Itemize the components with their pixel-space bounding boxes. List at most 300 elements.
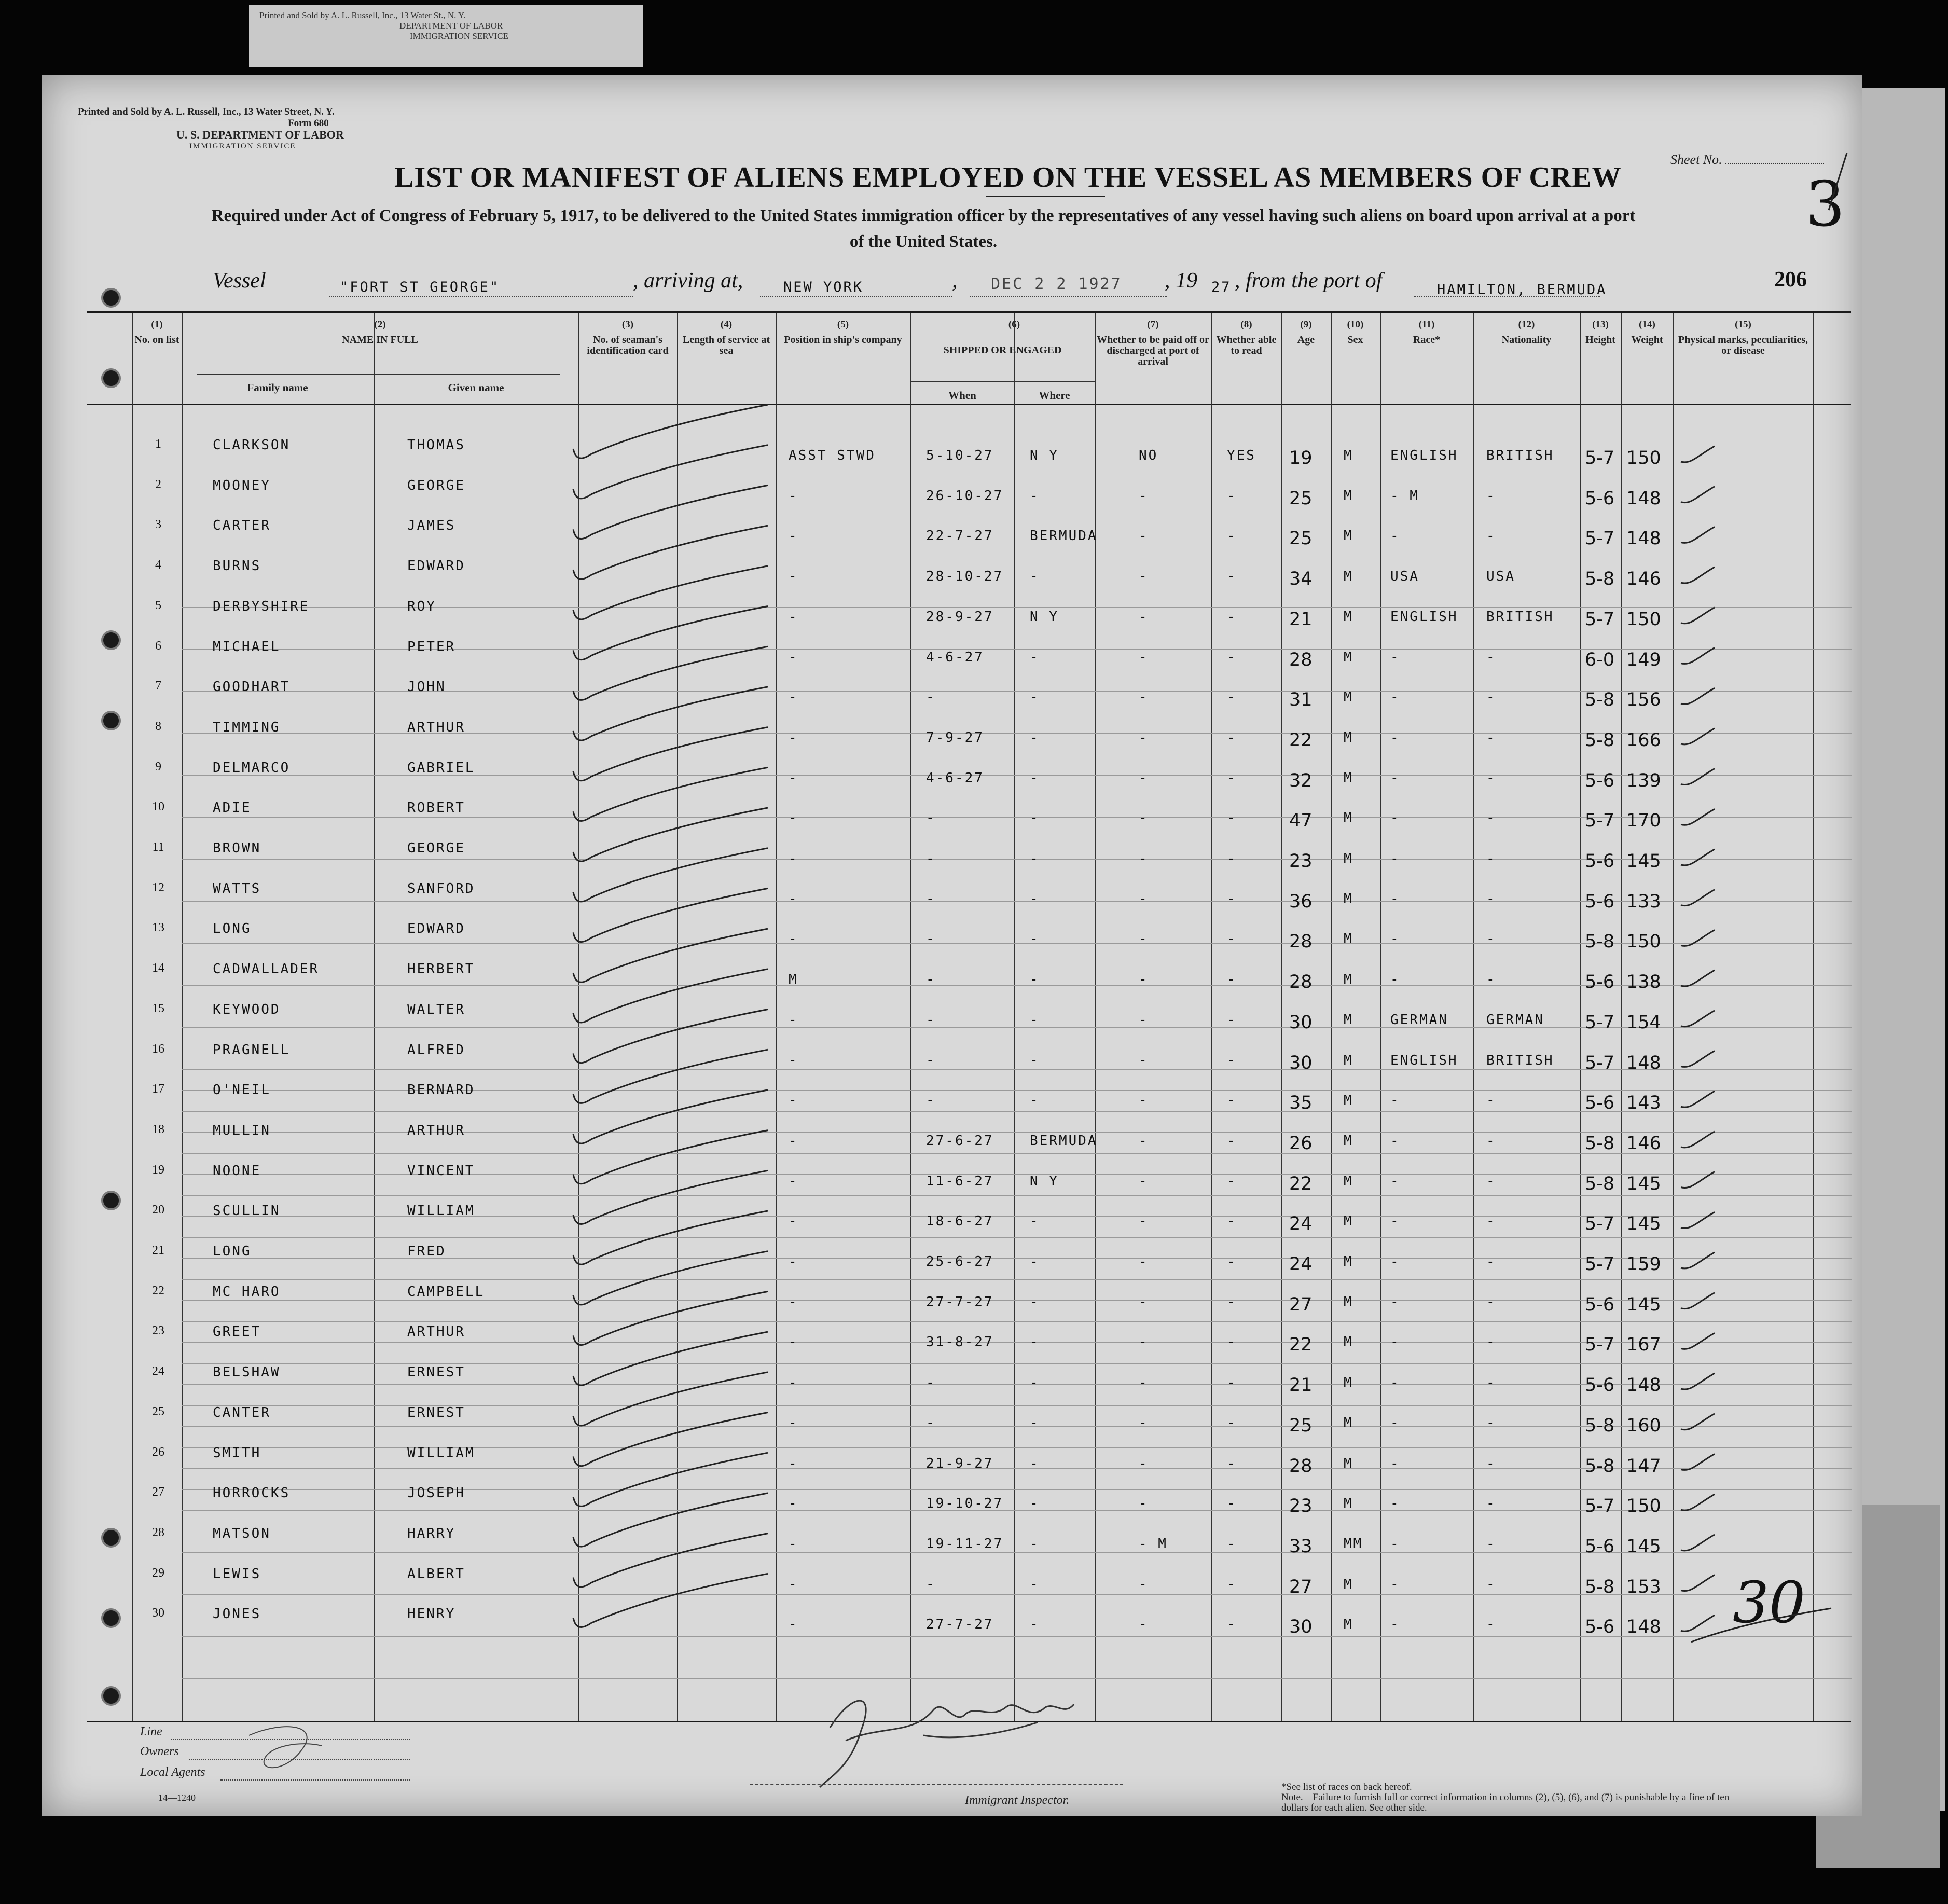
- cell-paid: -: [1139, 1254, 1149, 1270]
- cell-where: -: [1030, 1334, 1040, 1350]
- cell-weight: 145: [1626, 1213, 1661, 1235]
- cell-position: -: [789, 488, 798, 504]
- cell-position: -: [789, 1254, 798, 1270]
- cell-weight: 160: [1626, 1415, 1661, 1436]
- cell-nationality: -: [1486, 1617, 1496, 1633]
- column-number: (10): [1347, 319, 1364, 330]
- cell-position: -: [789, 1536, 798, 1552]
- cell-nationality: -: [1486, 891, 1496, 907]
- cell-nationality: -: [1486, 649, 1496, 665]
- column-header-c2: NAME IN FULL: [342, 334, 418, 346]
- cell-family: LONG: [213, 1244, 252, 1259]
- cell-paid: -: [1139, 1093, 1149, 1109]
- cell-age: 30: [1289, 1052, 1313, 1073]
- physical-check-mark: [1681, 567, 1715, 583]
- physical-check-mark: [1681, 809, 1715, 825]
- cell-nationality: -: [1486, 851, 1496, 866]
- cell-when: -: [926, 810, 936, 826]
- physical-check-mark: [1681, 1212, 1715, 1228]
- cell-where: -: [1030, 770, 1040, 786]
- physical-check-mark: [1681, 1293, 1715, 1309]
- cell-nationality: BRITISH: [1486, 609, 1554, 625]
- cell-read: -: [1227, 569, 1237, 585]
- cell-family: BURNS: [213, 558, 261, 574]
- handwriting-layer: [42, 75, 1862, 1816]
- physical-check-mark: [1681, 1252, 1715, 1268]
- cell-sex: M: [1344, 1334, 1353, 1350]
- cell-nationality: -: [1486, 1254, 1496, 1270]
- cell-age: 23: [1289, 1496, 1313, 1517]
- cell-race: -: [1390, 1576, 1400, 1592]
- cell-read: -: [1227, 1455, 1237, 1471]
- cell-family: NOONE: [213, 1163, 261, 1179]
- card-check-stroke: [573, 1574, 768, 1627]
- cell-race: -: [1390, 851, 1400, 866]
- cell-race: -: [1390, 649, 1400, 665]
- year-suffix: 27: [1211, 279, 1232, 295]
- subheader-when: When: [948, 389, 976, 402]
- cell-nationality: -: [1486, 729, 1496, 746]
- cell-paid: -: [1139, 1375, 1149, 1391]
- form-code: Form 680: [288, 118, 329, 129]
- cell-height: 5-8: [1585, 729, 1615, 751]
- cell-read: -: [1227, 1133, 1237, 1149]
- cell-paid: NO: [1139, 448, 1158, 463]
- cell-where: -: [1030, 1052, 1040, 1068]
- strip-line-1: Printed and Sold by A. L. Russell, Inc., 13 Water St., N. Y.: [259, 10, 466, 20]
- cell-position: -: [789, 1617, 798, 1633]
- cell-height: 5-6: [1585, 972, 1615, 993]
- physical-check-mark: [1681, 446, 1715, 462]
- cell-paid: -: [1139, 1455, 1149, 1471]
- column-header-c1: No. on list: [134, 334, 179, 346]
- cell-where: -: [1030, 1093, 1040, 1109]
- cell-position: -: [789, 1093, 798, 1109]
- cell-age: 30: [1289, 1012, 1313, 1033]
- cell-weight: 145: [1626, 851, 1661, 872]
- cell-read: -: [1227, 649, 1237, 665]
- cell-where: N Y: [1030, 609, 1059, 625]
- cell-nationality: -: [1486, 770, 1496, 786]
- cell-sex: M: [1344, 488, 1353, 504]
- column-header-c7: Whether to be paid off or discharged at port of arrival: [1097, 334, 1209, 367]
- column-number: (3): [621, 319, 634, 330]
- cell-read: -: [1227, 689, 1237, 706]
- cell-family: WATTS: [213, 880, 261, 896]
- cell-family: HORROCKS: [213, 1485, 291, 1501]
- cell-position: -: [789, 689, 798, 706]
- cell-given: WALTER: [407, 1001, 465, 1017]
- cell-sex: M: [1344, 448, 1353, 463]
- cell-age: 22: [1289, 1173, 1313, 1194]
- cell-family: SCULLIN: [213, 1203, 281, 1219]
- cell-family: KEYWOOD: [213, 1001, 281, 1017]
- cell-race: -: [1390, 972, 1400, 988]
- cell-sex: M: [1344, 1375, 1353, 1391]
- cell-family: O'NEIL: [213, 1082, 271, 1098]
- cell-age: 24: [1289, 1213, 1313, 1235]
- cell-race: -: [1390, 689, 1400, 706]
- cell-no: 1: [155, 437, 161, 451]
- physical-check-mark: [1681, 849, 1715, 865]
- footnote-penalty: Note.—Failure to furnish full or correct information in columns (2), (5), (6), and (7) is punishable by a fine of ten dollars for each alien. See other side.: [1281, 1792, 1730, 1813]
- cell-height: 5-6: [1585, 770, 1615, 791]
- physical-check-mark: [1681, 688, 1715, 704]
- cell-read: -: [1227, 1213, 1237, 1230]
- cell-where: -: [1030, 1415, 1040, 1431]
- cell-paid: -: [1139, 1213, 1149, 1230]
- cell-position: -: [789, 1496, 798, 1512]
- cell-paid: -: [1139, 528, 1149, 544]
- cell-when: 21-9-27: [926, 1455, 994, 1471]
- cell-paid: -: [1139, 649, 1149, 665]
- cell-read: -: [1227, 1576, 1237, 1592]
- cell-sex: M: [1344, 609, 1353, 625]
- cell-paid: -: [1139, 609, 1149, 625]
- cell-where: -: [1030, 851, 1040, 866]
- cell-position: -: [789, 528, 798, 544]
- cell-age: 47: [1289, 810, 1313, 832]
- cell-weight: 148: [1626, 528, 1661, 549]
- cell-nationality: -: [1486, 1093, 1496, 1109]
- cell-race: -: [1390, 931, 1400, 947]
- cell-given: ERNEST: [407, 1364, 465, 1381]
- cell-where: -: [1030, 1617, 1040, 1633]
- cell-nationality: -: [1486, 1334, 1496, 1350]
- cell-race: -: [1390, 1213, 1400, 1230]
- cell-height: 5-6: [1585, 1536, 1615, 1557]
- cell-weight: 147: [1626, 1455, 1661, 1477]
- strip-line-2: DEPARTMENT OF LABOR: [399, 21, 503, 31]
- cell-position: -: [789, 1012, 798, 1028]
- cell-weight: 146: [1626, 1133, 1661, 1154]
- cell-paid: - M: [1139, 1536, 1168, 1552]
- cell-family: ADIE: [213, 800, 252, 816]
- cell-no: 20: [152, 1203, 164, 1217]
- cell-position: -: [789, 1375, 798, 1391]
- page-title: LIST OR MANIFEST OF ALIENS EMPLOYED ON THE VESSEL AS MEMBERS OF CREW: [394, 161, 1622, 194]
- cell-read: -: [1227, 972, 1237, 988]
- cell-where: -: [1030, 1012, 1040, 1028]
- cell-weight: 156: [1626, 689, 1661, 711]
- cell-weight: 146: [1626, 569, 1661, 590]
- cell-paid: -: [1139, 1496, 1149, 1512]
- cell-read: -: [1227, 931, 1237, 947]
- cell-paid: -: [1139, 1617, 1149, 1633]
- cell-given: GEORGE: [407, 477, 465, 493]
- cell-no: 9: [155, 760, 161, 774]
- cell-when: -: [926, 1093, 936, 1109]
- cell-given: WILLIAM: [407, 1445, 475, 1461]
- cell-nationality: -: [1486, 1536, 1496, 1552]
- cell-given: ALFRED: [407, 1042, 465, 1058]
- cell-paid: -: [1139, 770, 1149, 786]
- cell-sex: M: [1344, 689, 1353, 706]
- inspector-label: Immigrant Inspector.: [965, 1793, 1070, 1807]
- top-paper-strip: [249, 5, 643, 67]
- cell-no: 10: [152, 800, 164, 814]
- cell-position: -: [789, 810, 798, 826]
- arriving-label: , arriving at,: [633, 269, 743, 293]
- cell-race: -: [1390, 891, 1400, 907]
- cell-age: 33: [1289, 1536, 1313, 1557]
- column-header-c4: Length of service at sea: [682, 334, 770, 356]
- cell-given: ROBERT: [407, 800, 465, 816]
- cell-when: -: [926, 1012, 936, 1028]
- form-number: 206: [1774, 268, 1807, 292]
- cell-position: -: [789, 1052, 798, 1068]
- physical-check-mark: [1681, 1373, 1715, 1389]
- cell-no: 29: [152, 1566, 164, 1580]
- cell-paid: -: [1139, 1012, 1149, 1028]
- column-header-c10: Sex: [1347, 334, 1363, 346]
- cell-position: -: [789, 1173, 798, 1189]
- physical-check-mark: [1681, 1091, 1715, 1107]
- cell-height: 6-0: [1585, 649, 1615, 670]
- cell-weight: 159: [1626, 1254, 1661, 1275]
- cell-given: SANFORD: [407, 880, 475, 896]
- column-header-c8: Whether able to read: [1216, 334, 1277, 356]
- cell-family: LONG: [213, 921, 252, 937]
- cell-where: -: [1030, 689, 1040, 706]
- physical-check-mark: [1681, 1454, 1715, 1470]
- cell-where: -: [1030, 1496, 1040, 1512]
- cell-read: -: [1227, 488, 1237, 504]
- physical-check-mark: [1681, 608, 1715, 624]
- cell-height: 5-8: [1585, 689, 1615, 711]
- cell-position: -: [789, 1294, 798, 1310]
- cell-age: 22: [1289, 729, 1313, 751]
- cell-height: 5-6: [1585, 1093, 1615, 1114]
- cell-family: MOONEY: [213, 477, 271, 493]
- column-header-c12: Nationality: [1501, 334, 1552, 346]
- cell-age: 28: [1289, 649, 1313, 670]
- cell-weight: 149: [1626, 649, 1661, 670]
- cell-height: 5-7: [1585, 1012, 1615, 1033]
- cell-no: 12: [152, 880, 164, 894]
- cell-height: 5-6: [1585, 488, 1615, 509]
- cell-family: CARTER: [213, 518, 271, 534]
- cell-family: TIMMING: [213, 719, 281, 735]
- cell-paid: -: [1139, 972, 1149, 988]
- cell-race: -: [1390, 1173, 1400, 1189]
- column-header-c15: Physical marks, peculiarities, or disease: [1678, 334, 1808, 356]
- cell-when: 27-6-27: [926, 1133, 994, 1149]
- physical-check-mark: [1681, 1494, 1715, 1510]
- cell-height: 5-7: [1585, 1213, 1615, 1235]
- cell-no: 18: [152, 1122, 164, 1136]
- physical-check-mark: [1681, 648, 1715, 664]
- inspector-signature: [820, 1701, 1074, 1787]
- cell-race: -: [1390, 1254, 1400, 1270]
- strip-line-3: IMMIGRATION SERVICE: [410, 31, 508, 41]
- cell-nationality: USA: [1486, 569, 1515, 585]
- local-agents-label: Local Agents: [140, 1765, 205, 1779]
- cell-nationality: -: [1486, 972, 1496, 988]
- cell-paid: -: [1139, 1133, 1149, 1149]
- cell-age: 26: [1289, 1133, 1313, 1154]
- cell-read: -: [1227, 1617, 1237, 1633]
- cell-where: -: [1030, 972, 1040, 988]
- cell-age: 27: [1289, 1576, 1313, 1597]
- cell-race: -: [1390, 1133, 1400, 1149]
- cell-when: 19-10-27: [926, 1496, 1004, 1512]
- cell-sex: M: [1344, 528, 1353, 544]
- cell-age: 35: [1289, 1093, 1313, 1114]
- cell-sex: M: [1344, 1617, 1353, 1633]
- physical-check-mark: [1681, 1575, 1715, 1591]
- cell-height: 5-6: [1585, 891, 1615, 912]
- cell-weight: 143: [1626, 1093, 1661, 1114]
- cell-weight: 150: [1626, 1496, 1661, 1517]
- column-header-c13: Height: [1585, 334, 1615, 346]
- cell-no: 5: [155, 598, 161, 612]
- cell-given: PETER: [407, 639, 456, 655]
- cell-given: HENRY: [407, 1606, 456, 1622]
- cell-given: ALBERT: [407, 1566, 465, 1582]
- cell-age: 28: [1289, 972, 1313, 993]
- cell-age: 21: [1289, 1375, 1313, 1396]
- cell-weight: 145: [1626, 1536, 1661, 1557]
- cell-nationality: -: [1486, 1213, 1496, 1230]
- cell-nationality: -: [1486, 1173, 1496, 1189]
- cell-family: SMITH: [213, 1445, 261, 1461]
- cell-given: ARTHUR: [407, 1324, 465, 1340]
- cell-when: 28-10-27: [926, 569, 1004, 585]
- cell-race: -: [1390, 1617, 1400, 1633]
- cell-height: 5-8: [1585, 1415, 1615, 1436]
- cell-height: 5-7: [1585, 1496, 1615, 1517]
- line-label: Line: [140, 1725, 162, 1739]
- cell-read: -: [1227, 851, 1237, 866]
- cell-no: 2: [155, 477, 161, 491]
- cell-race: -: [1390, 1415, 1400, 1431]
- cell-age: 25: [1289, 528, 1313, 549]
- owners-label: Owners: [140, 1745, 179, 1758]
- sheet-handwritten-number: 3: [1805, 169, 1845, 241]
- cell-weight: 139: [1626, 770, 1661, 791]
- cell-read: -: [1227, 1173, 1237, 1189]
- cell-read: -: [1227, 1375, 1237, 1391]
- cell-read: -: [1227, 609, 1237, 625]
- cell-weight: 154: [1626, 1012, 1661, 1033]
- cell-paid: -: [1139, 1415, 1149, 1431]
- cell-no: 17: [152, 1082, 164, 1096]
- cell-sex: M: [1344, 770, 1353, 786]
- cell-sex: M: [1344, 1213, 1353, 1230]
- cell-height: 5-8: [1585, 1455, 1615, 1477]
- cell-height: 5-6: [1585, 1294, 1615, 1315]
- cell-read: -: [1227, 1093, 1237, 1109]
- cell-no: 21: [152, 1244, 164, 1257]
- physical-check-mark: [1681, 728, 1715, 744]
- cell-paid: -: [1139, 810, 1149, 826]
- cell-height: 5-7: [1585, 609, 1615, 630]
- cell-sex: M: [1344, 851, 1353, 866]
- cell-position: M: [789, 972, 798, 988]
- cell-when: -: [926, 1415, 936, 1431]
- cell-no: 25: [152, 1404, 164, 1418]
- column-number: (2): [374, 319, 386, 330]
- column-header-c9: Age: [1297, 334, 1315, 346]
- from-port-label: , from the port of: [1235, 269, 1383, 293]
- column-header-c3: No. of seaman's identification card: [587, 334, 669, 356]
- column-number: (7): [1147, 319, 1159, 330]
- cell-weight: 166: [1626, 729, 1661, 751]
- cell-nationality: BRITISH: [1486, 448, 1554, 463]
- cell-weight: 153: [1626, 1576, 1661, 1597]
- cell-where: -: [1030, 931, 1040, 947]
- agent-signature: [249, 1727, 322, 1768]
- column-number: (8): [1240, 319, 1252, 330]
- cell-position: -: [789, 1415, 798, 1431]
- cell-when: -: [926, 689, 936, 706]
- cell-family: CLARKSON: [213, 437, 291, 453]
- cell-sex: MM: [1344, 1536, 1363, 1552]
- cell-family: JONES: [213, 1606, 261, 1622]
- column-number: (9): [1300, 319, 1312, 330]
- cell-paid: -: [1139, 1052, 1149, 1068]
- cell-when: -: [926, 1052, 936, 1068]
- cell-height: 5-6: [1585, 1617, 1615, 1638]
- cell-family: DERBYSHIRE: [213, 598, 310, 614]
- cell-race: -: [1390, 810, 1400, 826]
- cell-sex: M: [1344, 1415, 1353, 1431]
- cell-family: CADWALLADER: [213, 961, 320, 977]
- cell-height: 5-8: [1585, 1173, 1615, 1194]
- cell-read: -: [1227, 770, 1237, 786]
- cell-read: -: [1227, 1415, 1237, 1431]
- cell-race: -: [1390, 729, 1400, 746]
- cell-position: -: [789, 729, 798, 746]
- cell-where: N Y: [1030, 1173, 1059, 1189]
- cell-when: 19-11-27: [926, 1536, 1004, 1552]
- cell-where: -: [1030, 569, 1040, 585]
- cell-no: 23: [152, 1324, 164, 1338]
- cell-no: 28: [152, 1525, 164, 1539]
- cell-sex: M: [1344, 1294, 1353, 1310]
- cell-weight: 148: [1626, 1375, 1661, 1396]
- cell-read: YES: [1227, 448, 1256, 463]
- cell-nationality: -: [1486, 810, 1496, 826]
- cell-where: BERMUDA: [1030, 528, 1098, 544]
- cell-when: -: [926, 972, 936, 988]
- cell-race: -: [1390, 1294, 1400, 1310]
- cell-sex: M: [1344, 972, 1353, 988]
- cell-read: -: [1227, 1052, 1237, 1068]
- cell-position: -: [789, 851, 798, 866]
- cell-weight: 150: [1626, 609, 1661, 630]
- subheader-family-name: Family name: [247, 381, 308, 394]
- cell-where: -: [1030, 891, 1040, 907]
- cell-when: 31-8-27: [926, 1334, 994, 1350]
- cell-when: 22-7-27: [926, 528, 994, 544]
- cell-position: -: [789, 931, 798, 947]
- cell-position: -: [789, 1213, 798, 1230]
- cell-race: -: [1390, 1334, 1400, 1350]
- cell-family: BROWN: [213, 840, 261, 856]
- cell-nationality: -: [1486, 1133, 1496, 1149]
- year-prefix: , 19: [1165, 269, 1197, 293]
- cell-read: -: [1227, 1294, 1237, 1310]
- physical-check-mark: [1681, 1011, 1715, 1027]
- cell-no: 14: [152, 961, 164, 975]
- cell-given: WILLIAM: [407, 1203, 475, 1219]
- cell-sex: M: [1344, 1496, 1353, 1512]
- cell-paid: -: [1139, 569, 1149, 585]
- cell-nationality: -: [1486, 1576, 1496, 1592]
- physical-check-mark: [1681, 1535, 1715, 1551]
